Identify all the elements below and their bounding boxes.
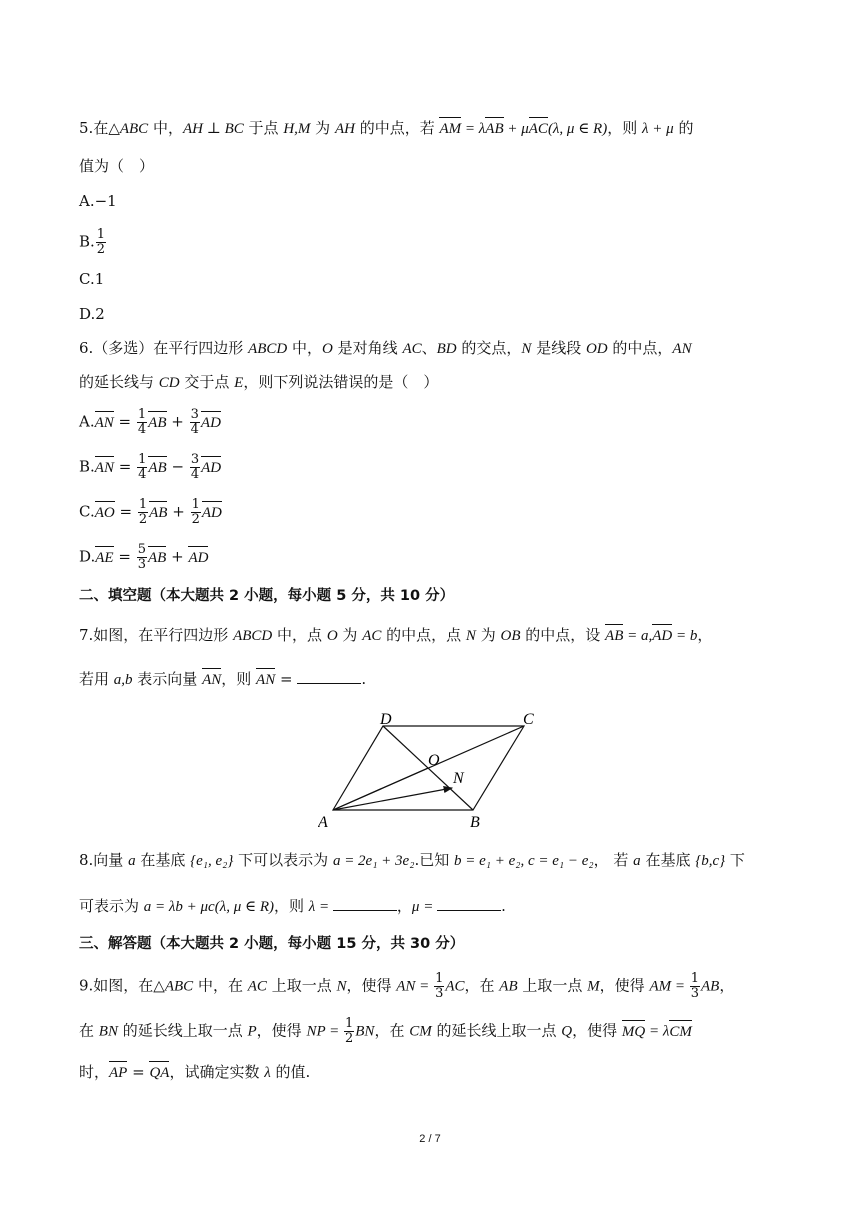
q6-stem-line2: 的延长线与 CD 交于点 E，则下列说法错误的是（ ） [79, 373, 439, 391]
q5-option-c: C.1 [79, 270, 105, 288]
fraction: $\frac{1}{2}$ [96, 227, 106, 257]
q5-stem-line1: 5.在△ABC 中，AH ⊥ BC 于点 H,M 为 AH 的中点，若 AM = λAB + μAC(λ, μ ∈ R)，则 λ + μ 的 [79, 119, 694, 137]
fraction: $\frac{1}{3}$ [690, 971, 700, 1001]
label-d: D [380, 711, 392, 728]
page-number: 2 / 7 [419, 1133, 441, 1145]
label-c: C [523, 711, 534, 728]
fraction: $\frac{1}{2}$ [344, 1016, 354, 1046]
mu-answer-blank[interactable] [437, 897, 501, 911]
q8-stem-line2: 可表示为 a = λb + μc(λ, μ ∈ R)，则 λ = ，μ = . [79, 897, 506, 915]
q6-option-d: D.AE = $\frac{5}{3}$ AB + AD [79, 542, 209, 572]
label-b: B [470, 814, 480, 831]
fraction: $\frac{5}{3}$ [137, 542, 146, 572]
q5-stem-line2: 值为（ ） [79, 157, 155, 175]
q5-option-d: D.2 [79, 305, 105, 323]
vector-am: AM [439, 121, 462, 137]
section-heading-solve: 三、解答题（本大题共 2 小题，每小题 15 分，共 30 分） [79, 936, 465, 952]
fraction: $\frac{3}{4}$ [190, 407, 199, 437]
label-n: N [453, 770, 464, 787]
q6-option-c: C.AO = $\frac{1}{2}$ AB + $\frac{1}{2}$ AD [79, 497, 222, 527]
label-o: O [428, 752, 440, 769]
parallelogram-figure [318, 710, 548, 835]
section-heading-fill-in: 二、填空题（本大题共 2 小题，每小题 5 分，共 10 分） [79, 588, 455, 604]
q9-stem-line2: 在 BN 的延长线上取一点 P，使得 NP = $\frac{1}{2}$ BN，在 CM 的延长线上取一点 Q，使得 MQ = λCM [79, 1016, 692, 1046]
fraction: $\frac{1}{3}$ [435, 971, 444, 1001]
q8-stem-line1: 8.向量 a 在基底 {e₁, e₂} 下可以表示为 a = 2e₁ + 3e₂.已知 b = e₁ + e₂, c = e₁ − e₂， 若 a 在基底 {b,c} 下 [79, 851, 745, 869]
label-a: A [318, 814, 328, 831]
fraction: $\frac{1}{4}$ [138, 452, 147, 482]
q5-option-a: A.−1 [79, 192, 117, 210]
fraction: $\frac{1}{2}$ [191, 497, 200, 527]
answer-blank[interactable] [297, 670, 361, 684]
vector-ac: AC [528, 121, 548, 137]
vector-ab: AB [485, 121, 504, 137]
q9-stem-line1: 9.如图，在△ABC 中，在 AC 上取一点 N，使得 AN = $\frac{1}{3}$ AC，在 AB 上取一点 M，使得 AM = $\frac{1}{3}$ AB， [79, 971, 735, 1001]
q5-option-b: B. $\frac{1}{2}$ [79, 227, 106, 257]
q7-stem-line2: 若用 a,b 表示向量 AN，则 AN = . [79, 670, 367, 688]
q7-stem-line1: 7.如图，在平行四边形 ABCD 中，点 O 为 AC 的中点，点 N 为 OB 的中点，设 AB = a,AD = b， [79, 626, 713, 644]
fraction: $\frac{3}{4}$ [190, 452, 200, 482]
q6-option-b: B.AN = $\frac{1}{4}$ AB − $\frac{3}{4}$ AD [79, 452, 222, 482]
fraction: $\frac{1}{2}$ [138, 497, 148, 527]
q6-stem-line1: 6.（多选）在平行四边形 ABCD 中，O 是对角线 AC、BD 的交点，N 是线段 OD 的中点，AN [79, 339, 692, 357]
q9-stem-line3: 时，AP = QA，试确定实数 λ 的值. [79, 1063, 311, 1081]
lambda-answer-blank[interactable] [333, 897, 397, 911]
vector-an-arrow [333, 788, 452, 810]
fraction: $\frac{1}{4}$ [137, 407, 147, 437]
q6-option-a: A.AN = $\frac{1}{4}$ AB + $\frac{3}{4}$ AD [79, 407, 221, 437]
segment-ao [333, 768, 428, 810]
